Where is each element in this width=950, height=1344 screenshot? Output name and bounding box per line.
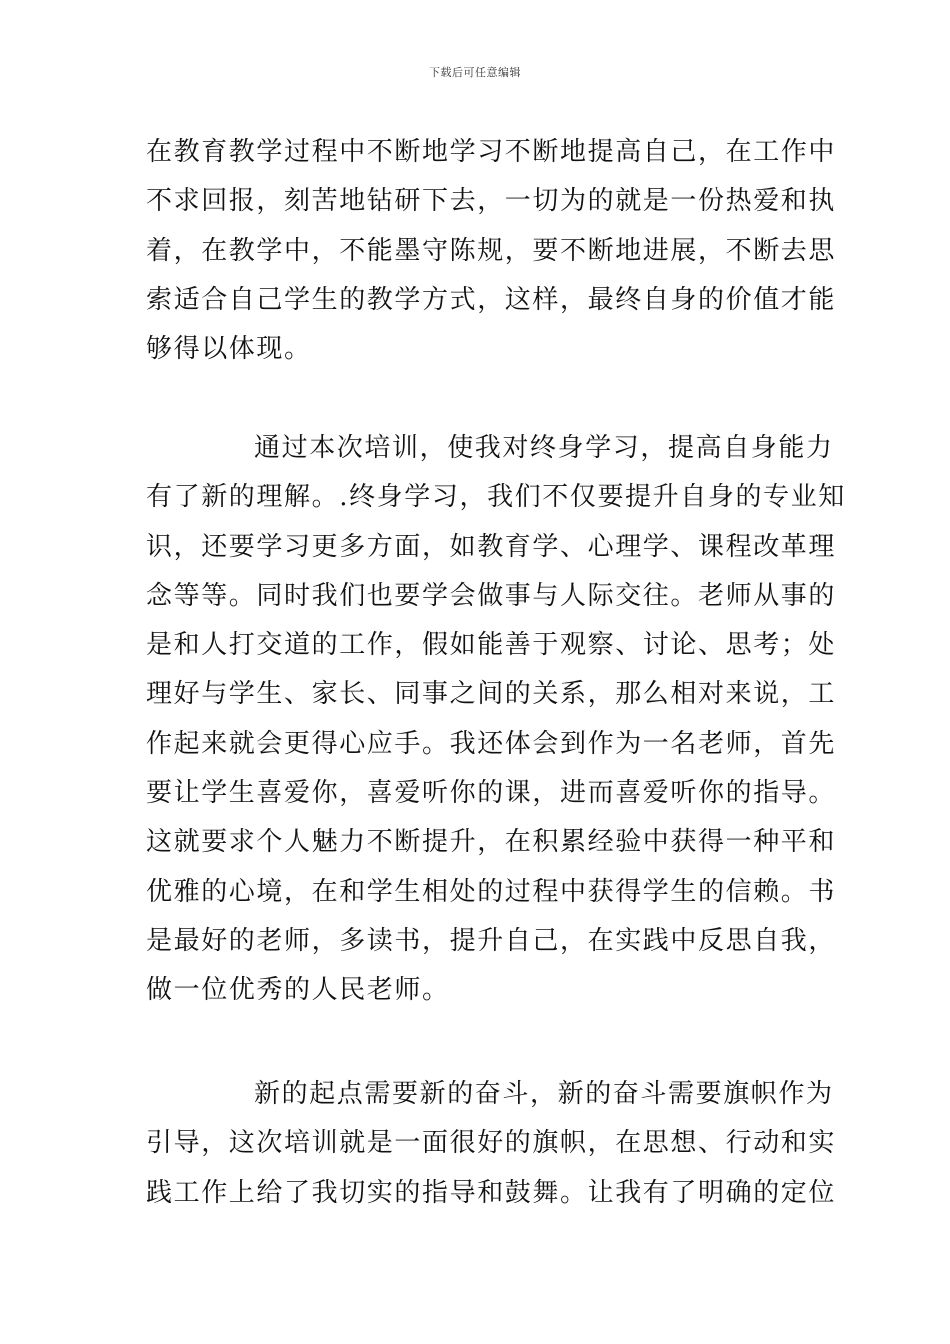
paragraph-line: 着，在教学中，不能墨守陈规，要不断地进展，不断去思 — [146, 235, 837, 266]
paragraph-first-line: 新的起点需要新的奋斗，新的奋斗需要旗帜作为 — [254, 1079, 834, 1109]
paragraph-line: 索适合自己学生的教学方式，这样，最终自身的价值才能 — [146, 284, 837, 315]
paragraph-first-line: 通过本次培训，使我对终身学习，提高自身能力 — [254, 433, 834, 463]
paragraph-3 — [146, 1070, 837, 1218]
paragraph-line: 这就要求个人魅力不断提升，在积累经验中获得一种平和 — [146, 827, 837, 858]
paragraph-line: 在教育教学过程中不断地学习不断地提高自己，在工作中 — [146, 137, 837, 167]
paragraph-line: 践工作上给了我切实的指导和鼓舞。让我有了明确的定位 — [146, 1177, 837, 1208]
paragraph-line: 识，还要学习更多方面，如教育学、心理学、课程改革理 — [146, 531, 837, 562]
paragraph-line: 是最好的老师，多读书，提升自己，在实践中反思自我， — [146, 925, 837, 956]
paragraph-line: 作起来就会更得心应手。我还体会到作为一名老师，首先 — [146, 728, 837, 759]
paragraph-line: 引导，这次培训就是一面很好的旗帜，在思想、行动和实 — [146, 1128, 837, 1159]
paragraph-1 — [146, 128, 837, 374]
paragraph-line: 够得以体现。 — [146, 334, 312, 365]
paragraph-line: 念等等。同时我们也要学会做事与人际交往。老师从事的 — [146, 580, 837, 611]
page-header: 下载后可任意编辑 — [429, 66, 521, 79]
paragraph-line: 做一位优秀的人民老师。 — [146, 975, 450, 1006]
paragraph-line: 有了新的理解。.终身学习，我们不仅要提升自身的专业知 — [146, 482, 846, 513]
paragraph-line: 不求回报，刻苦地钻研下去，一切为的就是一份热爱和执 — [146, 186, 837, 217]
paragraph-line: 要让学生喜爱你，喜爱听你的课，进而喜爱听你的指导。 — [146, 778, 837, 809]
paragraph-2 — [146, 424, 846, 1016]
paragraph-line: 优雅的心境，在和学生相处的过程中获得学生的信赖。书 — [146, 876, 837, 907]
paragraph-line: 理好与学生、家长、同事之间的关系，那么相对来说，工 — [146, 679, 837, 710]
paragraph-line: 是和人打交道的工作，假如能善于观察、讨论、思考；处 — [146, 630, 837, 661]
